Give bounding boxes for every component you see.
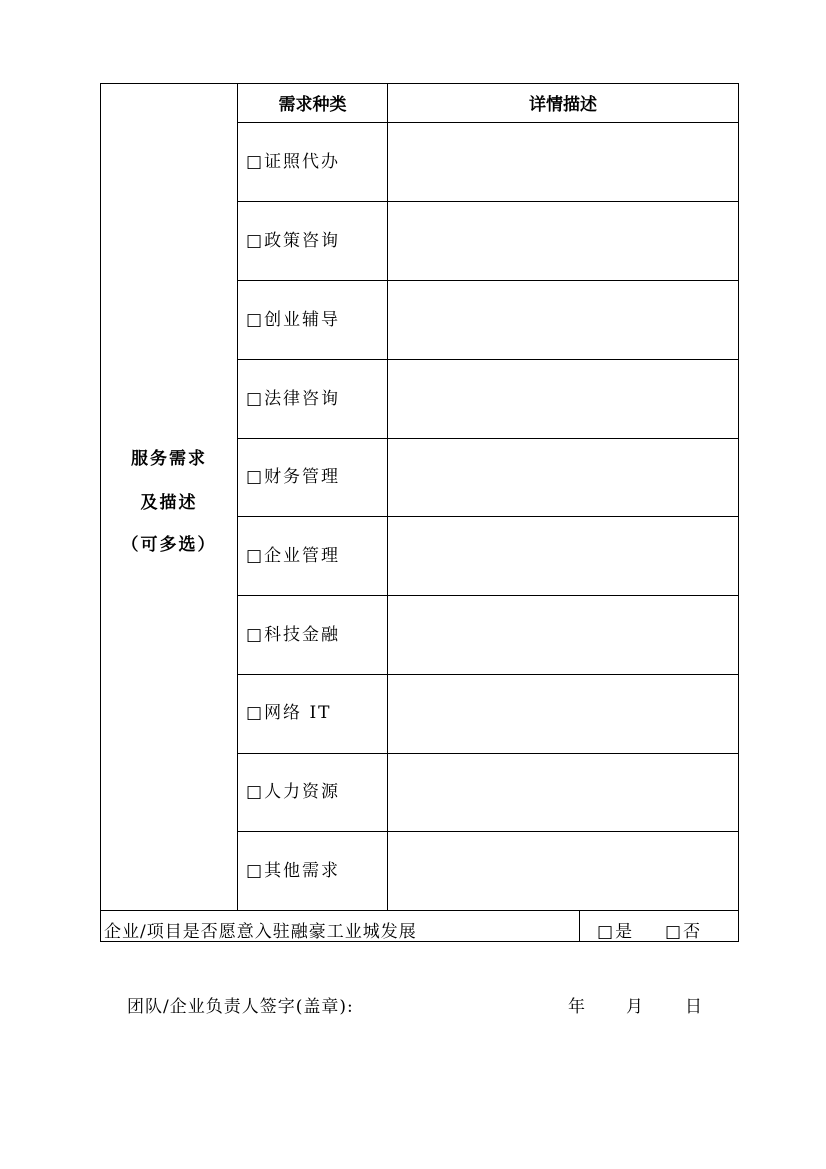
checkbox-glyph[interactable]: □ [597, 922, 616, 942]
checkbox-glyph[interactable]: □ [246, 861, 265, 881]
checkbox-glyph[interactable]: □ [246, 467, 265, 487]
checkbox-label: 法律咨询 [264, 389, 341, 409]
signature-day: 日 [685, 997, 702, 1017]
table-border-top [100, 83, 739, 84]
checkbox-item-0[interactable] [246, 152, 340, 172]
detail-field-9[interactable] [388, 832, 738, 910]
detail-field-0[interactable] [388, 123, 738, 201]
checkbox-label: 创业辅导 [264, 310, 341, 330]
checkbox-glyph[interactable]: □ [246, 310, 265, 330]
signature-month: 月 [626, 997, 643, 1017]
checkbox-label: 财务管理 [264, 467, 341, 487]
detail-field-8[interactable] [388, 754, 738, 831]
checkbox-glyph[interactable]: □ [246, 546, 265, 566]
checkbox-item-3[interactable] [246, 389, 340, 409]
checkbox-label: 科技金融 [264, 625, 341, 645]
detail-field-3[interactable] [388, 360, 738, 438]
table-border-right [738, 83, 739, 942]
checkbox-item-7[interactable] [246, 703, 332, 723]
detail-field-4[interactable] [388, 439, 738, 516]
checkbox-item-6[interactable] [246, 625, 340, 645]
checkbox-item-8[interactable] [246, 782, 340, 802]
checkbox-item-5[interactable] [246, 546, 340, 566]
checkbox-glyph[interactable]: □ [246, 625, 265, 645]
settle-no-label: 否 [683, 922, 703, 942]
checkbox-glyph[interactable]: □ [246, 231, 265, 251]
detail-field-7[interactable] [388, 675, 738, 753]
checkbox-glyph[interactable]: □ [246, 152, 265, 172]
checkbox-label: 企业管理 [264, 546, 341, 566]
divider-settle-answer [579, 910, 580, 942]
checkbox-item-4[interactable] [246, 467, 340, 487]
checkbox-label: 网络 IT [264, 703, 332, 723]
detail-field-2[interactable] [388, 281, 738, 359]
header-detail: 详情描述 [529, 95, 597, 115]
checkbox-label: 其他需求 [264, 861, 341, 881]
settle-yes-label: 是 [615, 922, 635, 942]
checkbox-item-9[interactable] [246, 861, 340, 881]
checkbox-label: 人力资源 [264, 782, 341, 802]
checkbox-item-2[interactable] [246, 310, 340, 330]
detail-field-5[interactable] [388, 517, 738, 595]
divider-side-column [237, 83, 238, 910]
settle-question: 企业/项目是否愿意入驻融豪工业城发展 [104, 922, 417, 942]
settle-no-option[interactable] [665, 922, 702, 942]
detail-field-6[interactable] [388, 596, 738, 674]
row-line-settle [100, 910, 739, 911]
checkbox-item-1[interactable] [246, 231, 340, 251]
checkbox-glyph[interactable]: □ [246, 782, 265, 802]
signature-year: 年 [568, 997, 585, 1017]
checkbox-glyph[interactable]: □ [246, 703, 265, 723]
checkbox-label: 证照代办 [264, 152, 341, 172]
checkbox-label: 政策咨询 [264, 231, 341, 251]
settle-yes-option[interactable] [597, 922, 634, 942]
side-label-line-3: （可多选） [121, 535, 217, 555]
signature-label: 团队/企业负责人签字(盖章): [127, 997, 354, 1017]
checkbox-glyph[interactable]: □ [246, 389, 265, 409]
side-label-line-2: 及描述 [140, 493, 198, 513]
checkbox-glyph[interactable]: □ [665, 922, 684, 942]
detail-field-1[interactable] [388, 202, 738, 280]
side-label-line-1: 服务需求 [131, 449, 207, 469]
header-type: 需求种类 [278, 95, 347, 115]
